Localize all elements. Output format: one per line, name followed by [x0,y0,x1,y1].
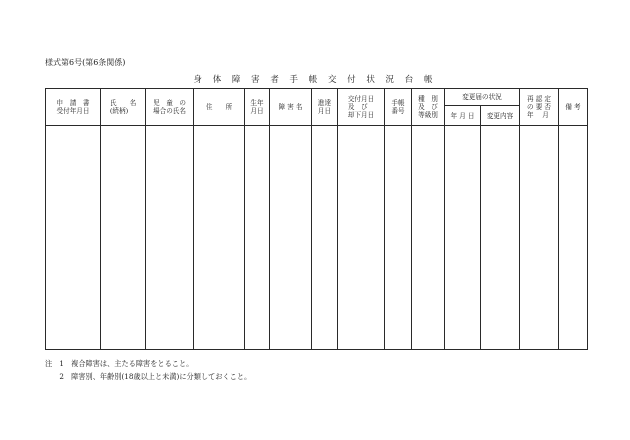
notes-section [45,357,251,383]
table-cell [338,126,385,350]
ledger-table [45,88,588,350]
table-cell [146,126,194,350]
table-row [46,126,588,350]
col-header-forward-date: 進達 月日 [312,89,338,126]
col-header-name: 氏 名 (続柄) [101,89,146,126]
table-cell [481,126,520,350]
document-title: 身 体 障 害 者 手 帳 交 付 状 況 台 帳 [193,75,437,85]
table-cell [412,126,445,350]
col-header-birth-date: 生年 月日 [245,89,270,126]
table-cell [445,126,481,350]
table-cell [385,126,412,350]
col-header-change-status: 変更届の状況 [445,89,520,106]
table-cell [245,126,270,350]
note-line: 注 1 複合障害は、主たる障害をとること。 [45,359,194,368]
table-cell [270,126,312,350]
col-header-issue-date: 交付月日 及 び 却下月日 [338,89,385,126]
col-header-disability-name: 障 害 名 [270,89,312,126]
col-header-address: 住 所 [194,89,245,126]
col-header-change-content: 変更内容 [481,106,520,126]
table-cell [194,126,245,350]
col-header-change-date: 年 月 日 [445,106,481,126]
col-header-child-name: 児 童 の 場合の氏名 [146,89,194,126]
col-header-handbook-number: 手帳 番号 [385,89,412,126]
table-cell [520,126,559,350]
col-header-remarks: 備 考 [559,89,588,126]
form-number-label: 様式第6号(第6条関係) [45,58,126,67]
table-cell [312,126,338,350]
col-header-recertification: 再 認 定 の 要 否 年 月 [520,89,559,126]
note-line: 2 障害別、年齢別(18歳以上と未満)に分類しておくこと。 [45,372,252,381]
col-header-application-date: 申 請 書 受付年月日 [46,89,101,126]
table-cell [46,126,101,350]
table-cell [101,126,146,350]
table-cell [559,126,588,350]
col-header-type-grade: 種 別 及 び 等級別 [412,89,445,126]
